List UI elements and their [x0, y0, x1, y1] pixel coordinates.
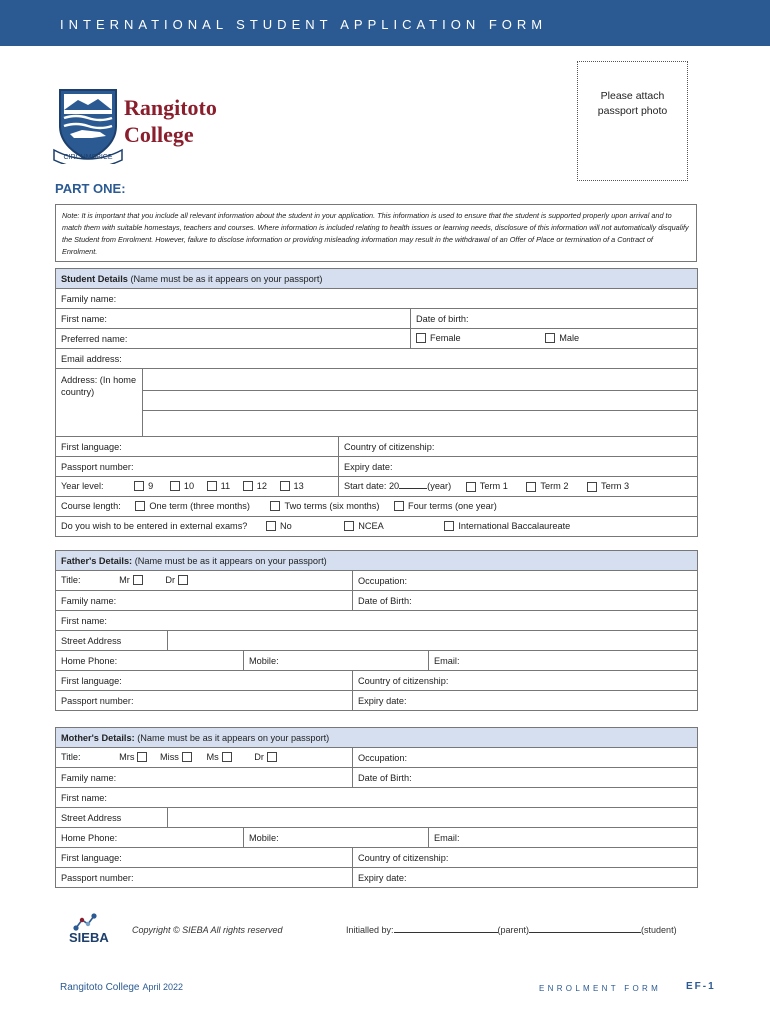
- form-title: INTERNATIONAL STUDENT APPLICATION FORM: [60, 17, 548, 32]
- term-3-checkbox[interactable]: [587, 482, 597, 492]
- exam-ib-option[interactable]: International Baccalaureate: [444, 521, 570, 532]
- student-preferred-name-field[interactable]: Preferred name:: [56, 329, 411, 349]
- father-title-dr-option[interactable]: Dr: [165, 575, 188, 586]
- student-address-line-3[interactable]: [143, 411, 698, 437]
- student-passport-field[interactable]: Passport number:: [56, 457, 339, 477]
- term-1-checkbox[interactable]: [466, 482, 476, 492]
- student-dob-field[interactable]: Date of birth:: [411, 309, 698, 329]
- student-first-language-field[interactable]: First language:: [56, 437, 339, 457]
- section-title-part-one: PART ONE:: [55, 181, 126, 196]
- mother-street-field[interactable]: [168, 808, 698, 828]
- year-10-checkbox[interactable]: [170, 481, 180, 491]
- college-name-line1: Rangitoto: [124, 95, 217, 120]
- student-initial-line[interactable]: [529, 924, 641, 933]
- mother-street-label: Street Address: [56, 808, 168, 828]
- term-2-option[interactable]: Term 2: [526, 481, 568, 492]
- mother-details-table: [55, 727, 698, 888]
- student-email-field[interactable]: Email address:: [56, 349, 698, 369]
- photo-label-line2: passport photo: [597, 105, 668, 117]
- student-year-level-field: Year level: 9 10 11 12 13: [56, 477, 339, 497]
- mother-passport-field[interactable]: Passport number:: [56, 868, 353, 888]
- photo-label-line1: Please attach: [600, 90, 665, 102]
- student-address-line-2[interactable]: [143, 391, 698, 411]
- year-11-checkbox[interactable]: [207, 481, 217, 491]
- student-family-name-field[interactable]: Family name:: [56, 289, 698, 309]
- mother-email-field[interactable]: Email:: [429, 828, 698, 848]
- mother-dr-checkbox[interactable]: [267, 752, 277, 762]
- mother-first-language-field[interactable]: First language:: [56, 848, 353, 868]
- father-title-mr-option[interactable]: Mr: [119, 575, 143, 586]
- course-four-terms-checkbox[interactable]: [394, 501, 404, 511]
- mother-details-heading: Mother's Details: (Name must be as it appears on your passport): [56, 728, 698, 748]
- initialled-by-row: Initialled by: (parent) (student): [346, 925, 677, 935]
- mother-title-miss-option[interactable]: Miss: [160, 752, 192, 763]
- mother-title-field: Title: Mrs Miss Ms Dr: [56, 748, 353, 768]
- exam-no-option[interactable]: No: [266, 521, 292, 532]
- mother-occupation-field[interactable]: Occupation:: [353, 748, 698, 768]
- footer-form-code: EF-1: [686, 981, 716, 992]
- year-9-checkbox[interactable]: [134, 481, 144, 491]
- start-year-blank[interactable]: [399, 480, 427, 489]
- father-street-label: Street Address: [56, 631, 168, 651]
- mother-dob-field[interactable]: Date of Birth:: [353, 768, 698, 788]
- mother-home-phone-field[interactable]: Home Phone:: [56, 828, 244, 848]
- passport-photo-box[interactable]: [577, 61, 688, 181]
- mother-miss-checkbox[interactable]: [182, 752, 192, 762]
- student-details-heading: Student Details (Name must be as it appears on your passport): [56, 269, 698, 289]
- father-mr-checkbox[interactable]: [133, 575, 143, 585]
- father-expiry-field[interactable]: Expiry date:: [353, 691, 698, 711]
- year-10-option[interactable]: 10: [170, 481, 194, 492]
- father-mobile-field[interactable]: Mobile:: [244, 651, 429, 671]
- father-street-field[interactable]: [168, 631, 698, 651]
- student-citizenship-field[interactable]: Country of citizenship:: [339, 437, 698, 457]
- mother-title-dr-option[interactable]: Dr: [254, 752, 277, 763]
- term-3-option[interactable]: Term 3: [587, 481, 629, 492]
- mother-title-mrs-option[interactable]: Mrs: [119, 752, 147, 763]
- exam-no-checkbox[interactable]: [266, 521, 276, 531]
- student-address-line-1[interactable]: [143, 369, 698, 391]
- footer-date: April 2022: [142, 982, 184, 992]
- gender-female-option[interactable]: Female: [416, 333, 461, 344]
- father-passport-field[interactable]: Passport number:: [56, 691, 353, 711]
- father-details-heading: Father's Details: (Name must be as it appears on your passport): [56, 551, 698, 571]
- father-citizenship-field[interactable]: Country of citizenship:: [353, 671, 698, 691]
- father-first-name-field[interactable]: First name:: [56, 611, 698, 631]
- year-11-option[interactable]: 11: [207, 481, 231, 492]
- father-first-language-field[interactable]: First language:: [56, 671, 353, 691]
- exam-ncea-checkbox[interactable]: [344, 521, 354, 531]
- father-home-phone-field[interactable]: Home Phone:: [56, 651, 244, 671]
- father-email-field[interactable]: Email:: [429, 651, 698, 671]
- footer-college-date: [60, 982, 183, 993]
- term-2-checkbox[interactable]: [526, 482, 536, 492]
- year-12-option[interactable]: 12: [243, 481, 267, 492]
- mother-citizenship-field[interactable]: Country of citizenship:: [353, 848, 698, 868]
- student-address-label: Address: (In home country): [56, 369, 143, 437]
- course-two-terms-checkbox[interactable]: [270, 501, 280, 511]
- student-gender-field: [411, 329, 698, 349]
- course-one-term-option[interactable]: One term (three months): [135, 501, 250, 512]
- college-name-line2: College: [124, 122, 194, 147]
- exam-ib-checkbox[interactable]: [444, 521, 454, 531]
- father-title-field: Title: Mr Dr: [56, 571, 353, 591]
- disclosure-note: Note: It is important that you include all relevant information about the student in your application. This information is used to ensure that the student is supported properly upon arrival and to match them with suitable homestays, teachers and courses. Where information is included relating to health issues or learning needs, disclosure of this information will not automatically disqualify the Student from Enrolment. However, failure to disclose information or providing misleading information may result in the withdrawal of an Offer of Place or termination of a Contract of Enrolment.: [55, 204, 697, 262]
- footer-enrolment-label: ENROLMENT FORM: [539, 984, 662, 993]
- term-1-option[interactable]: Term 1: [466, 481, 508, 492]
- mother-first-name-field[interactable]: First name:: [56, 788, 698, 808]
- mother-ms-checkbox[interactable]: [222, 752, 232, 762]
- student-start-date-field: Start date: 20 (year) Term 1 Term 2 Term 3: [339, 477, 698, 497]
- exam-ncea-option[interactable]: NCEA: [344, 521, 384, 532]
- mother-title-ms-option[interactable]: Ms: [206, 752, 231, 763]
- female-checkbox[interactable]: [416, 333, 426, 343]
- student-exams-field: Do you wish to be entered in external exams? No NCEA International Baccalaureate: [56, 517, 698, 537]
- father-family-name-field[interactable]: Family name:: [56, 591, 353, 611]
- student-details-table: [55, 268, 698, 537]
- father-occupation-field[interactable]: Occupation:: [353, 571, 698, 591]
- footer-college-name: Rangitoto College: [60, 982, 140, 993]
- copyright-text: Copyright © SIEBA All rights reserved: [132, 925, 283, 935]
- mother-mobile-field[interactable]: Mobile:: [244, 828, 429, 848]
- sieba-logo: [68, 912, 126, 948]
- mother-expiry-field[interactable]: Expiry date:: [353, 868, 698, 888]
- year-13-checkbox[interactable]: [280, 481, 290, 491]
- course-one-term-checkbox[interactable]: [135, 501, 145, 511]
- father-details-table: [55, 550, 698, 711]
- father-dr-checkbox[interactable]: [178, 575, 188, 585]
- svg-text:CIRCUMSPICE: CIRCUMSPICE: [63, 154, 113, 161]
- course-four-terms-option[interactable]: Four terms (one year): [394, 501, 497, 512]
- student-course-length-field: Course length: One term (three months) Two terms (six months) Four terms (one year): [56, 497, 698, 517]
- gender-male-option[interactable]: Male: [545, 333, 579, 344]
- student-expiry-field[interactable]: Expiry date:: [339, 457, 698, 477]
- year-9-option[interactable]: 9: [134, 481, 153, 492]
- parent-initial-line[interactable]: [394, 924, 498, 933]
- sieba-wordmark: SIEBA: [69, 930, 109, 945]
- year-13-option[interactable]: 13: [280, 481, 304, 492]
- college-name: [124, 94, 217, 148]
- course-two-terms-option[interactable]: Two terms (six months): [270, 501, 379, 512]
- male-checkbox[interactable]: [545, 333, 555, 343]
- mother-family-name-field[interactable]: Family name:: [56, 768, 353, 788]
- year-12-checkbox[interactable]: [243, 481, 253, 491]
- student-first-name-field[interactable]: First name:: [56, 309, 411, 329]
- mother-mrs-checkbox[interactable]: [137, 752, 147, 762]
- father-dob-field[interactable]: Date of Birth:: [353, 591, 698, 611]
- header-banner: [0, 0, 770, 46]
